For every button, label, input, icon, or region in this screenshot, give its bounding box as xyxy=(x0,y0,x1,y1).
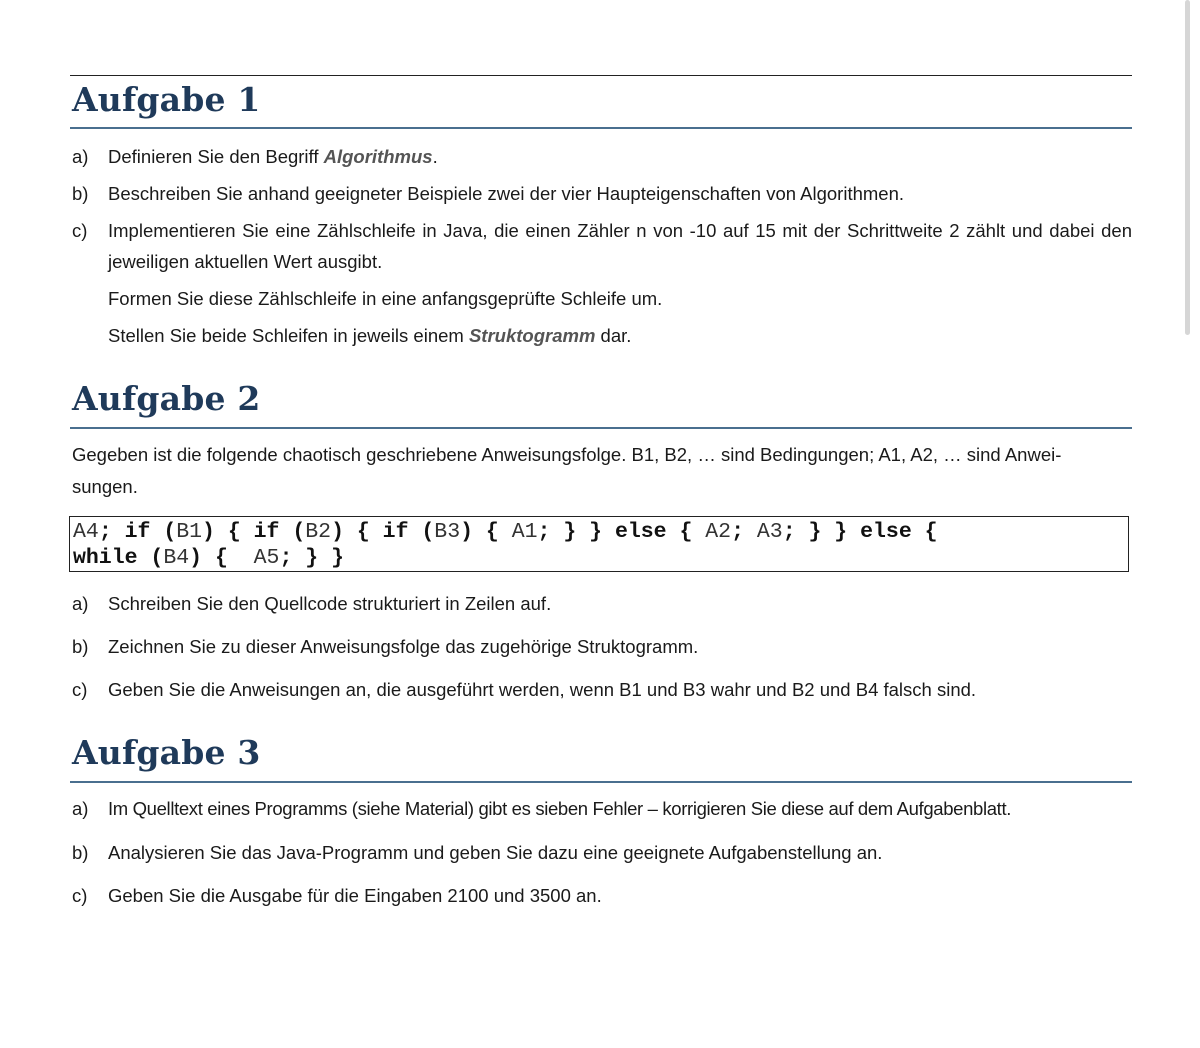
code-line-2 xyxy=(73,545,1128,571)
item-letter: a) xyxy=(72,798,89,819)
aufgabe-1-item-a xyxy=(72,141,1132,172)
aufgabe-1-item-b xyxy=(72,178,1132,209)
item-letter: a) xyxy=(72,146,89,167)
code-keyword: ; } } else { xyxy=(537,520,706,544)
code-keyword: ; } } xyxy=(279,546,344,570)
code-token: B4 xyxy=(163,546,190,570)
term-algorithmus: Algorithmus xyxy=(323,146,433,167)
aufgabe-2-heading: Aufgabe 2 xyxy=(72,379,261,418)
scrollbar[interactable] xyxy=(1185,0,1190,335)
item-text: Schreiben Sie den Quellcode strukturiert in Zeilen auf. xyxy=(108,593,552,614)
code-keyword: ) { if ( xyxy=(331,520,435,544)
aufgabe-2-item-c xyxy=(72,674,1132,705)
aufgabe-3-item-a xyxy=(72,793,1132,824)
term-struktogramm: Struktogramm xyxy=(468,325,596,346)
code-token: A2 xyxy=(705,520,732,544)
item-text: Zeichnen Sie zu dieser Anweisungsfolge das zugehörige Struktogramm. xyxy=(108,636,699,657)
code-keyword: ) { xyxy=(460,520,512,544)
aufgabe-1-heading: Aufgabe 1 xyxy=(72,80,261,119)
item-text: Implementieren Sie eine Zählschleife in Java, die einen Zähler n von -10 auf 15 mit der Schrittweite 2 zählt und dabei den jeweiligen aktuellen Wert ausgibt. xyxy=(108,220,1132,272)
item-letter: b) xyxy=(72,183,89,204)
item-text-part: Definieren Sie den Begriff xyxy=(108,146,324,167)
item-text-part: dar. xyxy=(595,325,632,346)
item-text: Im Quelltext eines Programms (siehe Material) gibt es sieben Fehler – korrigieren Sie diese auf dem Aufgabenblatt. xyxy=(108,798,1012,819)
code-token: A1 xyxy=(511,520,538,544)
code-keyword: ) { if ( xyxy=(202,520,306,544)
item-text: Beschreiben Sie anhand geeigneter Beispiele zwei der vier Haupteigenschaften von Algorithmen. xyxy=(108,183,905,204)
intro-line-2: sungen. xyxy=(72,476,138,497)
aufgabe-3-item-b xyxy=(72,837,1132,868)
intro-line-1: Gegeben ist die folgende chaotisch geschriebene Anweisungsfolge. B1, B2, … sind Bedingungen; A1, A2, … sind Anwei- xyxy=(72,444,1062,465)
aufgabe-1-item-c xyxy=(72,215,1132,277)
code-keyword: ; if ( xyxy=(98,520,177,544)
aufgabe-2-intro xyxy=(72,439,1130,503)
item-letter: b) xyxy=(72,636,89,657)
code-token: A5 xyxy=(253,546,280,570)
aufgabe-3-item-c xyxy=(72,880,1132,911)
item-text-part: . xyxy=(432,146,438,167)
top-rule xyxy=(70,75,1132,76)
item-letter: c) xyxy=(72,885,88,906)
code-token: B2 xyxy=(305,520,332,544)
code-token: A4 xyxy=(73,520,99,544)
code-token: B3 xyxy=(434,520,461,544)
code-line-1 xyxy=(73,519,1128,545)
item-letter: b) xyxy=(72,842,89,863)
aufgabe-1-item-c-line3 xyxy=(108,320,1132,351)
aufgabe-2-item-a xyxy=(72,588,1132,619)
item-text: Geben Sie die Anweisungen an, die ausgeführt werden, wenn B1 und B3 wahr und B2 und B4 falsch sind. xyxy=(108,679,977,700)
aufgabe-1-rule xyxy=(70,127,1132,129)
code-keyword: while ( xyxy=(73,546,164,570)
item-letter: c) xyxy=(72,220,88,241)
code-token: B1 xyxy=(176,520,203,544)
aufgabe-2-rule xyxy=(70,427,1132,429)
aufgabe-2-item-b xyxy=(72,631,1132,662)
aufgabe-3-rule xyxy=(70,781,1132,783)
item-text: Analysieren Sie das Java-Programm und geben Sie dazu eine geeignete Aufgabenstellung an. xyxy=(108,842,883,863)
item-text: Geben Sie die Ausgabe für die Eingaben 2100 und 3500 an. xyxy=(108,885,602,906)
code-keyword: ; xyxy=(731,520,757,544)
code-keyword: ; } } else { xyxy=(782,520,938,544)
code-box xyxy=(69,516,1129,572)
item-letter: c) xyxy=(72,679,88,700)
aufgabe-3-heading: Aufgabe 3 xyxy=(72,733,261,772)
item-text-part: Stellen Sie beide Schleifen in jeweils einem xyxy=(108,325,469,346)
item-letter: a) xyxy=(72,593,89,614)
code-keyword: ) { xyxy=(189,546,254,570)
code-token: A3 xyxy=(756,520,783,544)
aufgabe-1-item-c-line2: Formen Sie diese Zählschleife in eine anfangsgeprüfte Schleife um. xyxy=(108,288,663,309)
item-text xyxy=(108,141,1132,172)
